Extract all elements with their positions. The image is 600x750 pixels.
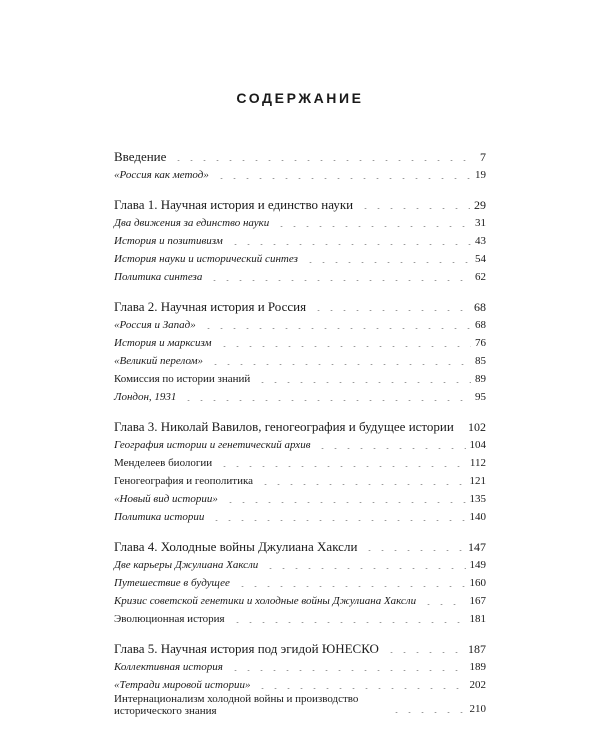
toc-entry-label: История науки и исторический синтез xyxy=(114,253,298,265)
dot-leader xyxy=(264,568,465,569)
toc-chapter-label: Введение xyxy=(114,149,167,164)
toc-chapter[interactable] xyxy=(114,536,486,555)
toc-chapter[interactable] xyxy=(114,416,486,435)
toc-entry[interactable] xyxy=(114,693,486,717)
toc-entry[interactable] xyxy=(114,351,486,369)
toc-chapter[interactable] xyxy=(114,638,486,657)
dot-leader xyxy=(210,520,465,521)
dot-leader xyxy=(422,604,465,605)
toc-entry[interactable] xyxy=(114,333,486,351)
page-number: 29 xyxy=(474,198,486,212)
dot-leader xyxy=(256,688,465,689)
page-number: 140 xyxy=(469,511,486,523)
toc-entry-label: Комиссия по истории знаний xyxy=(114,373,251,385)
dot-leader xyxy=(256,382,471,383)
page-title: СОДЕРЖАНИЕ xyxy=(236,90,364,106)
dot-leader xyxy=(259,484,465,485)
toc-chapter-label: Глава 1. Научная история и единство науки xyxy=(114,197,354,212)
toc-entry-label: «Тетради мировой истории» xyxy=(114,679,251,691)
page-number: 62 xyxy=(475,271,486,283)
dot-leader xyxy=(218,466,466,467)
page-number: 149 xyxy=(469,559,486,571)
toc-section xyxy=(114,416,486,525)
toc-entry-label: Кризис советской генетики и холодные войны Джулиана Хаксли xyxy=(114,595,417,607)
toc-chapter-label: Глава 3. Николай Вавилов, геногеография и будущее истории xyxy=(114,419,454,434)
dot-leader xyxy=(215,178,471,179)
dot-leader xyxy=(390,712,466,713)
toc-chapter[interactable] xyxy=(114,146,486,165)
dot-leader xyxy=(363,550,464,551)
page-number: 31 xyxy=(475,217,486,229)
page-number: 19 xyxy=(475,169,486,181)
page-number: 147 xyxy=(468,540,486,554)
toc-entry[interactable] xyxy=(114,213,486,231)
page-number: 135 xyxy=(469,493,486,505)
page-number: 167 xyxy=(469,595,486,607)
toc-entry-label: Политика истории xyxy=(114,511,205,523)
table-of-contents xyxy=(114,146,486,728)
toc-entry-label: «Новый вид истории» xyxy=(114,493,218,505)
toc-entry-label: Две карьеры Джулиана Хаксли xyxy=(114,559,259,571)
toc-entry-label: «Россия как метод» xyxy=(114,169,209,181)
dot-leader xyxy=(359,208,470,209)
toc-entry-label: Интернационализм холодной войны и производство исторического знания xyxy=(114,693,359,717)
page-number: 160 xyxy=(469,577,486,589)
page-number: 43 xyxy=(475,235,486,247)
page-number: 89 xyxy=(475,373,486,385)
page-number: 7 xyxy=(480,150,486,164)
page-number: 181 xyxy=(469,613,486,625)
toc-entry[interactable] xyxy=(114,507,486,525)
page-number: 210 xyxy=(469,703,486,715)
page-number: 95 xyxy=(475,391,486,403)
toc-entry-label: Геногеография и геополитика xyxy=(114,475,254,487)
toc-section xyxy=(114,146,486,183)
page-number: 85 xyxy=(475,355,486,367)
toc-entry-label: Два движения за единство науки xyxy=(114,217,270,229)
toc-entry[interactable] xyxy=(114,573,486,591)
page-number: 189 xyxy=(469,661,486,673)
toc-entry[interactable] xyxy=(114,165,486,183)
dot-leader xyxy=(208,280,471,281)
toc-chapter-label: Глава 4. Холодные войны Джулиана Хаксли xyxy=(114,539,358,554)
toc-entry-label: История и марксизм xyxy=(114,337,212,349)
dot-leader xyxy=(385,652,464,653)
page-number: 202 xyxy=(469,679,486,691)
dot-leader xyxy=(172,160,476,161)
toc-section xyxy=(114,536,486,627)
dot-leader xyxy=(231,622,466,623)
toc-entry[interactable] xyxy=(114,435,486,453)
toc-entry[interactable] xyxy=(114,471,486,489)
toc-entry-label: История и позитивизм xyxy=(114,235,223,247)
toc-entry[interactable] xyxy=(114,489,486,507)
dot-leader xyxy=(275,226,471,227)
page-number: 68 xyxy=(475,319,486,331)
dot-leader xyxy=(182,400,471,401)
toc-chapter[interactable] xyxy=(114,194,486,213)
toc-entry-label: «Россия и Запад» xyxy=(114,319,196,331)
toc-chapter-label: Глава 5. Научная история под эгидой ЮНЕСКО xyxy=(114,641,379,656)
page-number: 104 xyxy=(469,439,486,451)
toc-entry[interactable] xyxy=(114,609,486,627)
toc-entry[interactable] xyxy=(114,249,486,267)
toc-entry-label: География истории и генетический архив xyxy=(114,439,311,451)
toc-entry[interactable] xyxy=(114,315,486,333)
dot-leader xyxy=(229,244,471,245)
toc-chapter-label: Глава 2. Научная история и Россия xyxy=(114,299,307,314)
dot-leader xyxy=(304,262,471,263)
toc-entry-label: Лондон, 1931 xyxy=(114,391,177,403)
dot-leader xyxy=(229,670,466,671)
page-number: 112 xyxy=(469,457,486,469)
page-number: 54 xyxy=(475,253,486,265)
toc-section xyxy=(114,194,486,285)
toc-chapter[interactable] xyxy=(114,296,486,315)
toc-section xyxy=(114,638,486,717)
toc-entry-label: Эволюционная история xyxy=(114,613,225,625)
toc-entry-label: Путешествие в будущее xyxy=(114,577,230,589)
page-number: 121 xyxy=(469,475,486,487)
dot-leader xyxy=(209,364,471,365)
toc-entry-label: Коллективная история xyxy=(114,661,223,673)
toc-entry[interactable] xyxy=(114,369,486,387)
toc-entry[interactable] xyxy=(114,267,486,285)
dot-leader xyxy=(224,502,466,503)
dot-leader xyxy=(202,328,471,329)
dot-leader xyxy=(312,310,470,311)
toc-entry[interactable] xyxy=(114,591,486,609)
page-number: 76 xyxy=(475,337,486,349)
dot-leader xyxy=(218,346,471,347)
dot-leader xyxy=(236,586,466,587)
toc-entry-label: «Великий перелом» xyxy=(114,355,204,367)
page-number: 68 xyxy=(474,300,486,314)
toc-entry-label: Менделеев биологии xyxy=(114,457,213,469)
toc-entry[interactable] xyxy=(114,453,486,471)
page-number: 187 xyxy=(468,642,486,656)
toc-entry[interactable] xyxy=(114,675,486,693)
toc-entry-label: Политика синтеза xyxy=(114,271,203,283)
page-number: 102 xyxy=(468,420,486,434)
toc-entry[interactable] xyxy=(114,555,486,573)
toc-entry[interactable] xyxy=(114,387,486,405)
toc-section xyxy=(114,296,486,405)
toc-entry[interactable] xyxy=(114,657,486,675)
dot-leader xyxy=(460,430,464,431)
dot-leader xyxy=(316,448,465,449)
toc-entry[interactable] xyxy=(114,231,486,249)
